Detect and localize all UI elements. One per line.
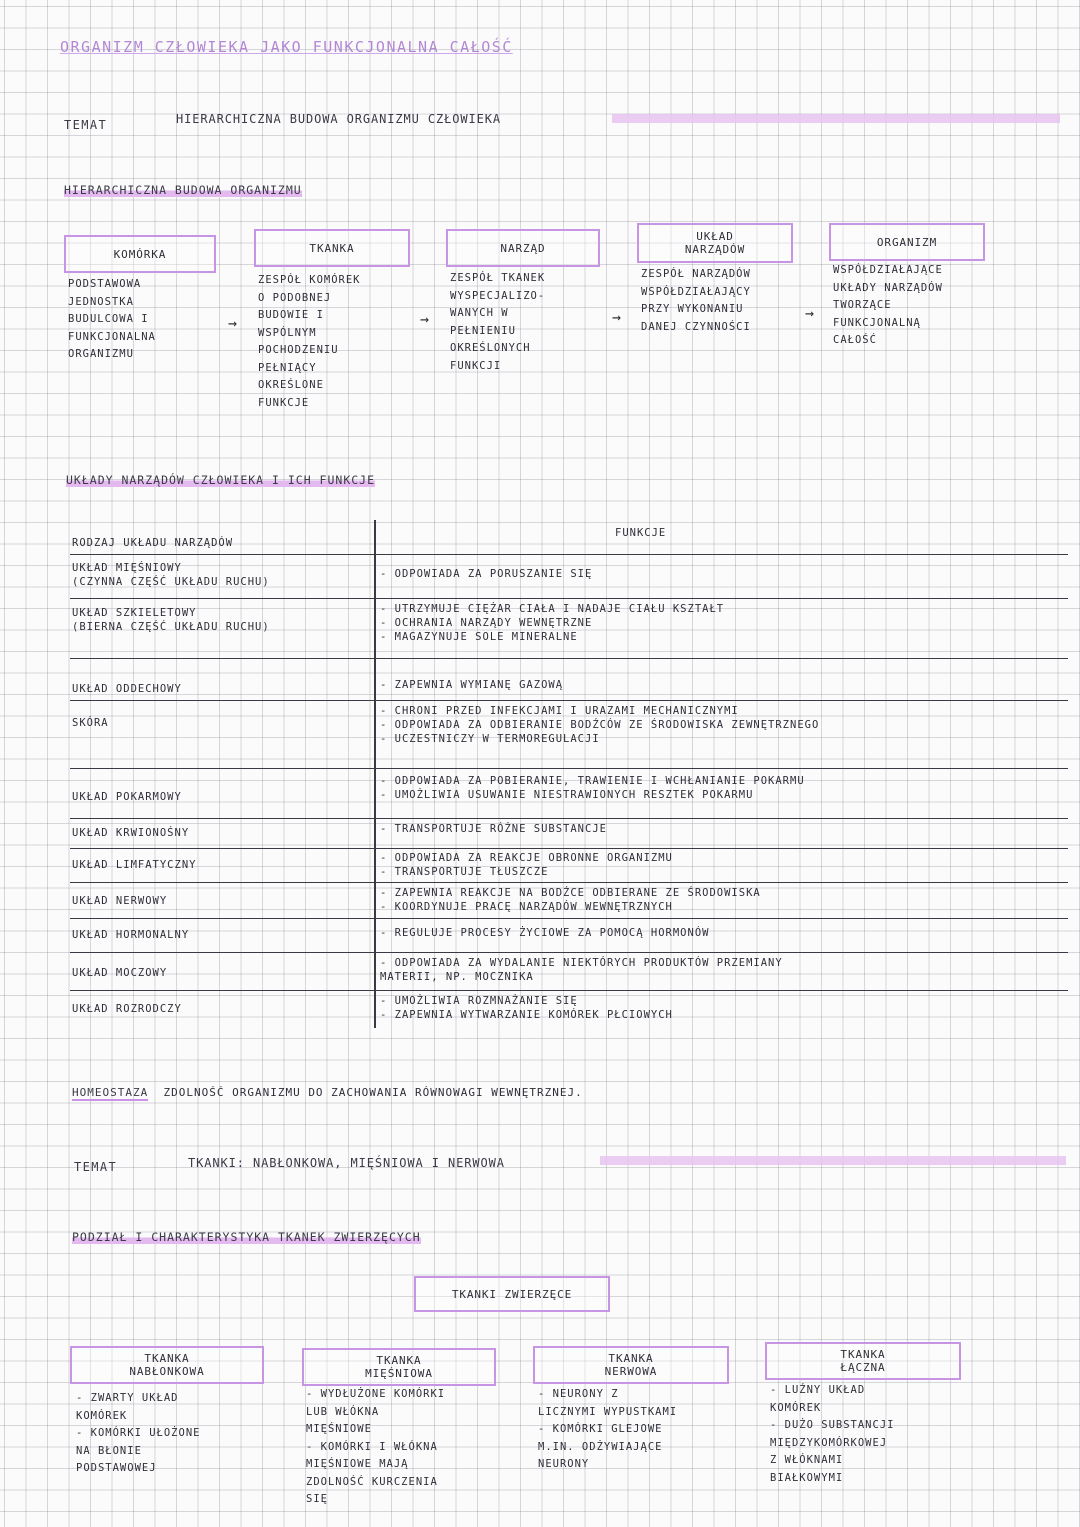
topic-label: TEMAT [64, 118, 108, 132]
system-functions: - ODPOWIADA ZA WYDALANIE NIEKTÓRYCH PRODUKTÓW PRZEMIANY MATERII, NP. MOCZNIKA [380, 957, 783, 983]
table-row [70, 952, 1068, 991]
system-name: UKŁAD HORMONALNY [72, 929, 190, 941]
arrow-icon: → [228, 314, 238, 332]
system-functions: - ZAPEWNIA WYMIANĘ GAZOWĄ [380, 679, 564, 691]
hierarchy-heading: HIERARCHICZNA BUDOWA ORGANIZMU [64, 183, 302, 197]
table-row [70, 768, 1068, 819]
system-name: UKŁAD POKARMOWY [72, 791, 182, 803]
table-header-row [70, 520, 1068, 555]
level-box-tissue: TKANKA [254, 229, 410, 267]
arrow-icon: → [805, 304, 815, 322]
tissue-box-nervous: TKANKA NERWOWA [533, 1346, 729, 1384]
arrow-icon: → [612, 308, 622, 326]
topic-label: TEMAT [74, 1160, 118, 1174]
homeostasis-text: ZDOLNOŚĆ ORGANIZMU DO ZACHOWANIA RÓWNOWAGI WEWNĘTRZNEJ. [163, 1086, 583, 1099]
topic-text: HIERARCHICZNA BUDOWA ORGANIZMU CZŁOWIEKA [176, 112, 501, 126]
column-header: FUNKCJE [615, 527, 667, 539]
level-desc-organ: ZESPÓŁ TKANEK WYSPECJALIZO- WANYCH W PEŁNIENIU OKREŚLONYCH FUNKCJI [450, 272, 546, 372]
level-box-organ: NARZĄD [446, 229, 600, 267]
system-functions: - CHRONI PRZED INFEKCJAMI I URAZAMI MECHANICZNYMI - ODPOWIADA ZA ODBIERANIE BODŹCÓW ZE ŚRODOWISKA ZEWNĘTRZNEGO - UCZESTNICZY W TERMOREGULACJI [380, 705, 820, 745]
tissue-desc-nervous: - NEURONY Z LICZNYMI WYPUSTKAMI - KOMÓRKI GLEJOWE M.IN. ODŻYWIAJĄCE NEURONY [538, 1388, 678, 1470]
system-functions: - ODPOWIADA ZA POBIERANIE, TRAWIENIE I WCHŁANIANIE POKARMU - UMOŻLIWIA USUWANIE NIESTRAWIONYCH RESZTEK POKARMU [380, 775, 805, 801]
tissue-box-epithelial: TKANKA NABŁONKOWA [70, 1346, 264, 1384]
tissue-box-muscle: TKANKA MIĘŚNIOWA [302, 1348, 496, 1386]
level-box-cell: KOMÓRKA [64, 235, 216, 273]
system-functions: - ZAPEWNIA REAKCJE NA BODŹCE ODBIERANE ZE ŚRODOWISKA - KOORDYNUJE PRACĘ NARZĄDÓW WEWNĘTRZNYCH [380, 887, 761, 913]
system-functions: - UMOŻLIWIA ROZMNAŻANIE SIĘ - ZAPEWNIA WYTWARZANIE KOMÓREK PŁCIOWYCH [380, 995, 673, 1021]
table-row [70, 598, 1068, 659]
tissue-desc-muscle: - WYDŁUŻONE KOMÓRKI LUB WŁÓKNA MIĘŚNIOWE - KOMÓRKI I WŁÓKNA MIĘŚNIOWE MAJĄ ZDOLNOŚĆ KURCZENIA SIĘ [306, 1388, 446, 1505]
system-functions: - UTRZYMUJE CIĘŻAR CIAŁA I NADAJE CIAŁU KSZTAŁT - OCHRANIA NARZĄDY WEWNĘTRZNE - MAGAZYNUJE SOLE MINERALNE [380, 603, 725, 643]
level-box-organism: ORGANIZM [829, 223, 985, 261]
system-functions: - ODPOWIADA ZA PORUSZANIE SIĘ [380, 568, 593, 580]
column-header: RODZAJ UKŁADU NARZĄDÓW [72, 537, 234, 549]
topic-text: TKANKI: NABŁONKOWA, MIĘŚNIOWA I NERWOWA [188, 1156, 505, 1170]
table-row [70, 700, 1068, 769]
tissues-heading: PODZIAŁ I CHARAKTERYSTYKA TKANEK ZWIERZĘCYCH [72, 1230, 421, 1244]
system-functions: - ODPOWIADA ZA REAKCJE OBRONNE ORGANIZMU - TRANSPORTUJE TŁUSZCZE [380, 852, 673, 878]
tissue-box-connective: TKANKA ŁĄCZNA [765, 1342, 961, 1380]
level-desc-tissue: ZESPÓŁ KOMÓREK O PODOBNEJ BUDOWIE I WSPÓLNYM POCHODZENIU PEŁNIĄCY OKREŚLONE FUNKCJE [258, 274, 361, 409]
table-row [70, 918, 1068, 953]
table-row [70, 658, 1068, 701]
level-desc-organism: WSPÓŁDZIAŁAJĄCE UKŁADY NARZĄDÓW TWORZĄCE FUNKCJONALNĄ CAŁOŚĆ [833, 264, 943, 346]
system-name: UKŁAD MOCZOWY [72, 967, 168, 979]
system-name: UKŁAD SZKIELETOWY (BIERNA CZĘŚĆ UKŁADU RUCHU) [72, 607, 270, 633]
arrow-icon: → [420, 310, 430, 328]
system-name: UKŁAD MIĘŚNIOWY (CZYNNA CZĘŚĆ UKŁADU RUCHU) [72, 562, 270, 588]
tissues-root-box: TKANKI ZWIERZĘCE [414, 1276, 610, 1312]
highlight-bar [600, 1156, 1066, 1165]
systems-heading: UKŁADY NARZĄDÓW CZŁOWIEKA I ICH FUNKCJE [66, 473, 376, 487]
level-box-organ-system: UKŁAD NARZĄDÓW [637, 223, 793, 263]
homeostasis-term: HOMEOSTAZA [72, 1086, 149, 1099]
page-title: ORGANIZM CZŁOWIEKA JAKO FUNKCJONALNA CAŁOŚĆ [60, 38, 513, 56]
level-desc-cell: PODSTAWOWA JEDNOSTKA BUDULCOWA I FUNKCJONALNA ORGANIZMU [68, 278, 156, 360]
table-row [70, 554, 1068, 599]
homeostasis-definition [72, 1086, 583, 1099]
system-functions: - TRANSPORTUJE RÓŻNE SUBSTANCJE [380, 823, 607, 835]
system-name: SKÓRA [72, 717, 109, 729]
tissue-desc-epithelial: - ZWARTY UKŁAD KOMÓREK - KOMÓRKI UŁOŻONE NA BŁONIE PODSTAWOWEJ [76, 1392, 201, 1474]
system-name: UKŁAD NERWOWY [72, 895, 168, 907]
system-name: UKŁAD LIMFATYCZNY [72, 859, 197, 871]
level-desc-organ-system: ZESPÓŁ NARZĄDÓW WSPÓŁDZIAŁAJĄCY PRZY WYKONANIU DANEJ CZYNNOŚCI [641, 268, 751, 333]
table-row [70, 848, 1068, 883]
tissue-desc-connective: - LUŹNY UKŁAD KOMÓREK - DUŻO SUBSTANCJI MIĘDZYKOMÓRKOWEJ Z WŁÓKNAMI BIAŁKOWYMI [770, 1384, 895, 1484]
highlight-bar [612, 114, 1060, 123]
system-name: UKŁAD KRWIONOŚNY [72, 827, 190, 839]
table-row [70, 990, 1068, 1026]
system-name: UKŁAD ROZRODCZY [72, 1003, 182, 1015]
system-name: UKŁAD ODDECHOWY [72, 683, 182, 695]
system-functions: - REGULUJE PROCESY ŻYCIOWE ZA POMOCĄ HORMONÓW [380, 927, 710, 939]
table-row [70, 818, 1068, 849]
table-row [70, 882, 1068, 919]
